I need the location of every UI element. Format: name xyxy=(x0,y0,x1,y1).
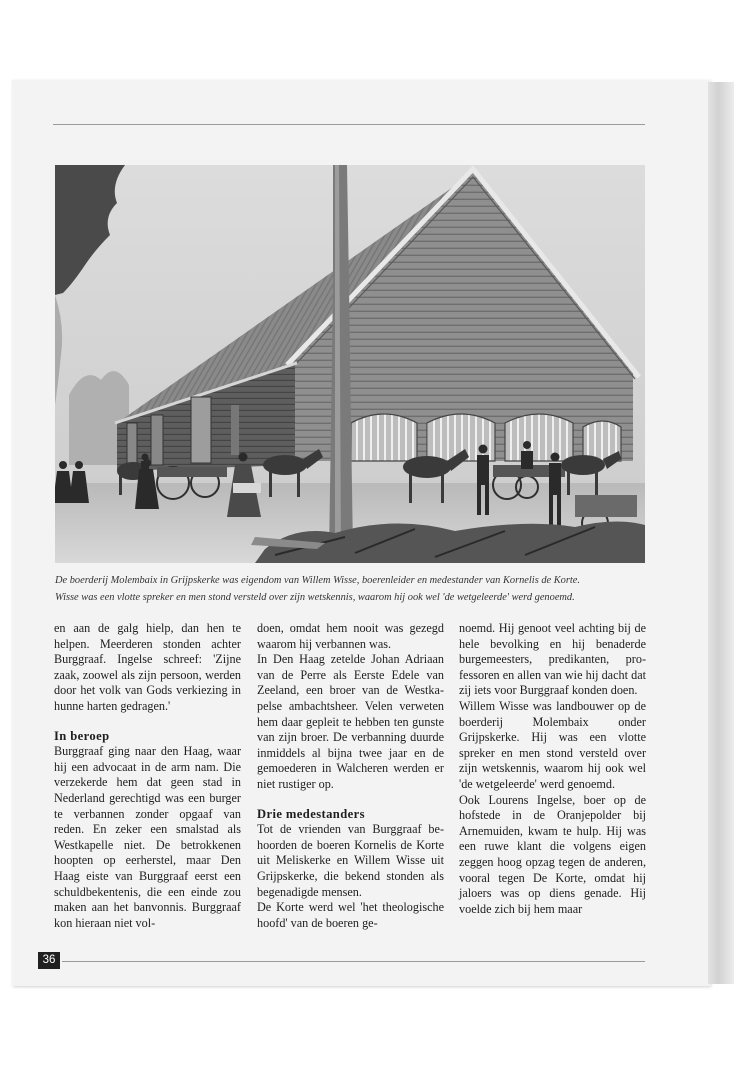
header-rule xyxy=(53,124,645,125)
caption-line-2: Wisse was een vlotte spreker en men stond versteld over zijn wetskennis, waarom hij ook wel 'de wetgeleerde' werd genoemd. xyxy=(55,592,575,603)
paragraph: De Korte werd wel 'het theologische hoofd' van de boeren ge- xyxy=(257,900,444,930)
paragraph: Burggraaf ging naar den Haag, waar hij een advocaat in de arm nam. Die verzekerde hem dat geen stad in Nederland gerechtigd was een burger te verbannen zonder opgaaf van reden. En zeker een smalstad als Westkapelle niet. De betrokkenen hoopten op eerherstel, maar Den Haag eiste van Burggraaf eerst een schuldbekentenis, die een einde zou maken aan het banvonnis. Burggraaf kon hieraan niet vol- xyxy=(54,744,241,930)
text-column-1 xyxy=(54,621,241,931)
page-edge xyxy=(708,82,734,984)
text-column-3 xyxy=(459,621,646,917)
paragraph: en aan de galg hielp, dan hen te helpen. Meerderen stonden achter Burggraaf. Ingelse schreef: 'Zijne zaak, zoowel als zijn persoon, werden door het volk van Gods verkiezing in hunne harten gedragen.' xyxy=(54,621,241,713)
section-heading-drie-medestanders: Drie medestanders xyxy=(257,806,365,821)
farm-photo xyxy=(55,165,645,563)
text-column-2 xyxy=(257,621,444,931)
section-heading-in-beroep: In beroep xyxy=(54,728,110,743)
paragraph: noemd. Hij genoot veel achting bij de hele bevolking en hij benaderde burgemeesters, predikanten, professoren en allen van wie hij dacht dat zij iets voor Burggraaf konden doen. xyxy=(459,621,646,698)
page-number: 36 xyxy=(38,952,60,969)
caption-line-1: De boerderij Molembaix in Grijpskerke was eigendom van Willem Wisse, boerenleider en medestander van Kornelis de Korte. xyxy=(55,575,581,586)
paragraph: In Den Haag zetelde Johan Adriaan van de Perre als Eerste Edele van Zeeland, een broer van de Westkapelse ambachtsheer. Velen verweten hem daar gepleit te hebben ten gunste van zijn broer. De verbanning duurde inmiddels al bijna twee jaar en de gemoederen in Walcheren werden er niet rustiger op. xyxy=(257,652,444,791)
photo-caption xyxy=(55,572,647,606)
paragraph: Ook Lourens Ingelse, boer op de hofstede in de Oranjepolder bij Arnemuiden, kwam te hulp. Hij was een ruwe klant die volgens eigen zeggen hoog opzag tegen de anderen, vooral tegen De Korte, omdat hij jaloers was op diens genade. Hij voelde zich bij hem maar xyxy=(459,792,646,916)
paragraph: Tot de vrienden van Burggraaf behoorden de boeren Kornelis de Korte uit Meliskerke en Willem Wisse uit Grijpskerke, die bekend stonden als begenadigde mensen. xyxy=(257,822,444,899)
footer-rule xyxy=(62,961,645,962)
paragraph: Willem Wisse was landbouwer op de boerderij Molembaix onder Grijpskerke. Hij was een vlotte spreker en men stond versteld over zijn wetskennis, waarom hij ook wel 'de wetgeleerde' werd genoemd. xyxy=(459,698,646,791)
paragraph: doen, omdat hem nooit was gezegd waarom hij verbannen was. xyxy=(257,621,444,651)
